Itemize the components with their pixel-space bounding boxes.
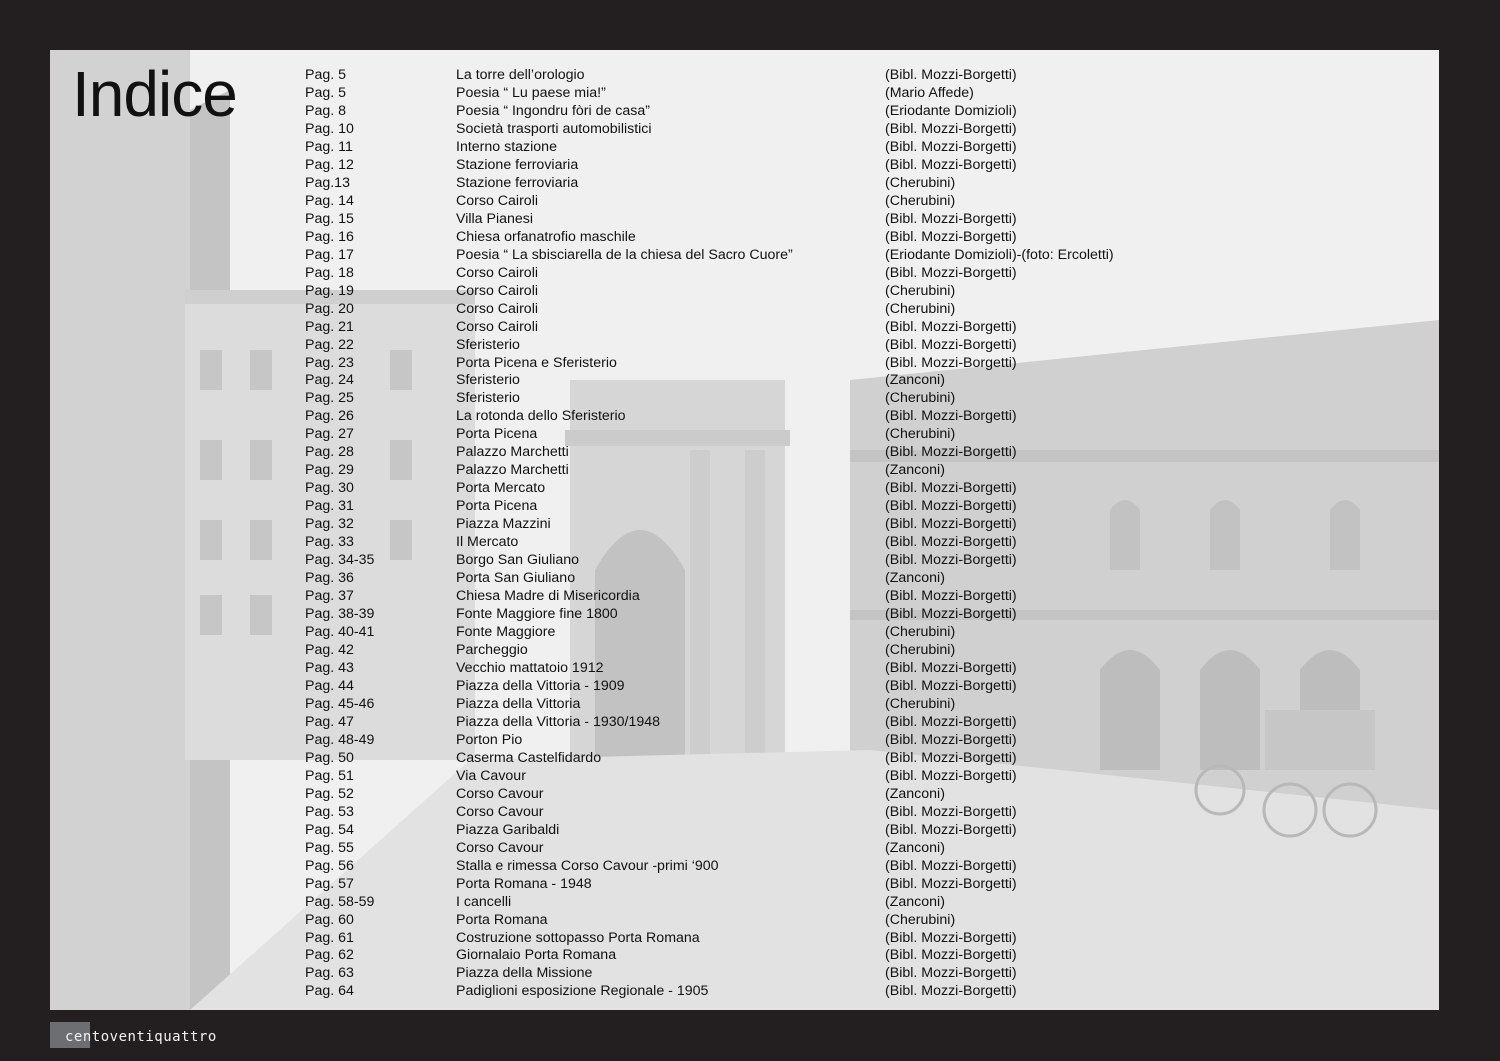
entry-page-number: Pag. 40-41 xyxy=(305,624,375,641)
entry-source: (Bibl. Mozzi-Borgetti) xyxy=(885,731,1017,748)
entry-page-number: Pag. 57 xyxy=(305,875,354,892)
entry-title: Porta Picena xyxy=(456,426,538,443)
entry-source: (Bibl. Mozzi-Borgetti) xyxy=(885,210,1017,227)
entry-title: La torre dell’orologio xyxy=(456,67,585,83)
entry-title: Porton Pio xyxy=(456,731,523,748)
page-title: Indice xyxy=(72,58,237,130)
faded-street-photo-background xyxy=(50,50,1439,1010)
entry-title: Sferisterio xyxy=(456,390,520,407)
entry-title: Il Mercato xyxy=(456,534,519,551)
entry-title: Caserma Castelfidardo xyxy=(456,749,602,766)
entry-source: (Cherubini) xyxy=(885,426,956,443)
entry-title: Stazione ferroviaria xyxy=(456,174,579,191)
entry-source: (Bibl. Mozzi-Borgetti) xyxy=(885,264,1017,281)
entry-page-number: Pag. 60 xyxy=(305,911,354,928)
entry-source: (Zanconi) xyxy=(885,570,945,587)
entry-title: Porta Mercato xyxy=(456,480,546,497)
entry-source: (Cherubini) xyxy=(885,174,956,191)
entry-title: Costruzione sottopasso Porta Romana xyxy=(456,929,700,946)
entry-source: (Bibl. Mozzi-Borgetti) xyxy=(885,606,1017,623)
entry-title: Società trasporti automobilistici xyxy=(456,120,652,137)
entry-title: Piazza della Missione xyxy=(456,965,593,982)
entry-title: Giornalaio Porta Romana xyxy=(456,947,617,964)
entry-title: Porta Picena e Sferisterio xyxy=(456,354,617,371)
entry-page-number: Pag. 64 xyxy=(305,983,354,1000)
entry-page-number: Pag. 34-35 xyxy=(305,552,375,569)
entry-title: La rotonda dello Sferisterio xyxy=(456,408,626,425)
entry-source: (Cherubini) xyxy=(885,695,956,712)
entry-page-number: Pag. 23 xyxy=(305,354,354,371)
entry-title: Interno stazione xyxy=(456,138,557,155)
entry-page-number: Pag. 54 xyxy=(305,821,354,838)
entry-page-number: Pag. 37 xyxy=(305,588,354,605)
entry-page-number: Pag.13 xyxy=(305,174,350,191)
entry-page-number: Pag. 43 xyxy=(305,659,354,676)
entry-title: Piazza Garibaldi xyxy=(456,821,560,838)
entry-title: Parcheggio xyxy=(456,642,528,658)
entry-page-number: Pag. 29 xyxy=(305,462,354,479)
entry-source: (Bibl. Mozzi-Borgetti) xyxy=(885,821,1017,838)
entry-page-number: Pag. 42 xyxy=(305,642,354,658)
entry-title: Palazzo Marchetti xyxy=(456,462,569,479)
entry-source: (Bibl. Mozzi-Borgetti) xyxy=(885,354,1017,371)
entry-source: (Bibl. Mozzi-Borgetti) xyxy=(885,875,1017,892)
entry-source: (Zanconi) xyxy=(885,893,945,910)
entry-title: Padiglioni esposizione Regionale - 1905 xyxy=(456,983,709,1000)
entry-source: (Bibl. Mozzi-Borgetti) xyxy=(885,480,1017,497)
entry-title: Porta Romana xyxy=(456,911,548,928)
entry-source: (Bibl. Mozzi-Borgetti) xyxy=(885,516,1017,533)
entry-title: Vecchio mattatoio 1912 xyxy=(456,659,604,676)
entry-source: (Cherubini) xyxy=(885,624,956,641)
entry-page-number: Pag. 55 xyxy=(305,839,354,856)
page-number-words: centoventiquattro xyxy=(65,1029,217,1045)
entry-title: Villa Pianesi xyxy=(456,210,534,227)
entry-page-number: Pag. 12 xyxy=(305,156,354,173)
entry-source: (Bibl. Mozzi-Borgetti) xyxy=(885,444,1017,461)
entry-page-number: Pag. 16 xyxy=(305,228,354,245)
entry-title: Sferisterio xyxy=(456,336,520,353)
entry-title: Corso Cairoli xyxy=(456,264,538,281)
entry-page-number: Pag. 27 xyxy=(305,426,354,443)
entry-source: (Cherubini) xyxy=(885,300,956,317)
entry-page-number: Pag. 47 xyxy=(305,713,354,730)
entry-title: Piazza della Vittoria xyxy=(456,695,581,712)
entry-page-number: Pag. 48-49 xyxy=(305,731,375,748)
entry-page-number: Pag. 22 xyxy=(305,336,354,353)
entry-title: Corso Cairoli xyxy=(456,318,538,335)
entry-page-number: Pag. 50 xyxy=(305,749,354,766)
entry-title: Porta San Giuliano xyxy=(456,570,576,587)
entry-title: Chiesa Madre di Misericordia xyxy=(456,588,640,605)
entry-title: Corso Cairoli xyxy=(456,282,538,299)
entry-source: (Bibl. Mozzi-Borgetti) xyxy=(885,408,1017,425)
entry-source: (Bibl. Mozzi-Borgetti) xyxy=(885,677,1017,694)
entry-source: (Bibl. Mozzi-Borgetti) xyxy=(885,336,1017,353)
entry-title: I cancelli xyxy=(456,893,512,910)
entry-page-number: Pag. 51 xyxy=(305,767,354,784)
entry-page-number: Pag. 15 xyxy=(305,210,354,227)
entry-source: (Eriodante Domizioli)-(foto: Ercoletti) xyxy=(885,246,1114,263)
entry-source: (Bibl. Mozzi-Borgetti) xyxy=(885,983,1017,1000)
entry-title: Corso Cairoli xyxy=(456,300,538,317)
entry-page-number: Pag. 45-46 xyxy=(305,695,375,712)
entry-page-number: Pag. 26 xyxy=(305,408,354,425)
entry-source: (Bibl. Mozzi-Borgetti) xyxy=(885,947,1017,964)
entry-title: Palazzo Marchetti xyxy=(456,444,569,461)
entry-title: Sferisterio xyxy=(456,372,520,389)
entry-page-number: Pag. 14 xyxy=(305,192,354,209)
entry-title: Via Cavour xyxy=(456,767,526,784)
entry-page-number: Pag. 25 xyxy=(305,390,354,407)
entry-page-number: Pag. 61 xyxy=(305,929,354,946)
entry-source: (Bibl. Mozzi-Borgetti) xyxy=(885,318,1017,335)
entry-page-number: Pag. 31 xyxy=(305,498,354,515)
entry-title: Piazza della Vittoria - 1930/1948 xyxy=(456,713,661,730)
entry-page-number: Pag. 18 xyxy=(305,264,354,281)
entry-source: (Bibl. Mozzi-Borgetti) xyxy=(885,588,1017,605)
entry-source: (Bibl. Mozzi-Borgetti) xyxy=(885,929,1017,946)
entry-source: (Bibl. Mozzi-Borgetti) xyxy=(885,965,1017,982)
entry-page-number: Pag. 24 xyxy=(305,372,354,389)
entry-title: Poesia “ Lu paese mia!” xyxy=(456,84,606,101)
entry-page-number: Pag. 19 xyxy=(305,282,354,299)
entry-source: (Bibl. Mozzi-Borgetti) xyxy=(885,803,1017,820)
entry-source: (Cherubini) xyxy=(885,911,956,928)
entry-source: (Mario Affede) xyxy=(885,84,974,101)
entry-title: Poesia “ Ingondru fòri de casa” xyxy=(456,102,651,119)
entry-page-number: Pag. 28 xyxy=(305,444,354,461)
entry-title: Corso Cavour xyxy=(456,803,544,820)
entry-page-number: Pag. 53 xyxy=(305,803,354,820)
entry-source: (Cherubini) xyxy=(885,282,956,299)
entry-page-number: Pag. 5 xyxy=(305,67,347,83)
entry-title: Fonte Maggiore fine 1800 xyxy=(456,606,618,623)
entry-source: (Bibl. Mozzi-Borgetti) xyxy=(885,749,1017,766)
entry-page-number: Pag. 11 xyxy=(305,138,353,155)
entry-page-number: Pag. 52 xyxy=(305,785,354,802)
entry-source: (Bibl. Mozzi-Borgetti) xyxy=(885,228,1017,245)
entry-title: Borgo San Giuliano xyxy=(456,552,580,569)
entry-page-number: Pag. 38-39 xyxy=(305,606,375,623)
entry-source: (Bibl. Mozzi-Borgetti) xyxy=(885,138,1017,155)
entry-source: (Bibl. Mozzi-Borgetti) xyxy=(885,534,1017,551)
entry-title: Poesia “ La sbisciarella de la chiesa del Sacro Cuore” xyxy=(456,246,793,263)
entry-title: Piazza Mazzini xyxy=(456,516,551,533)
entry-page-number: Pag. 5 xyxy=(305,84,347,101)
entry-title: Porta Romana - 1948 xyxy=(456,875,592,892)
entry-page-number: Pag. 36 xyxy=(305,570,354,587)
entry-source: (Bibl. Mozzi-Borgetti) xyxy=(885,498,1017,515)
entry-title: Stalla e rimessa Corso Cavour -primi ‘900 xyxy=(456,857,719,874)
entry-source: (Zanconi) xyxy=(885,462,945,479)
entry-source: (Zanconi) xyxy=(885,372,945,389)
entry-source: (Cherubini) xyxy=(885,642,956,658)
entry-source: (Eriodante Domizioli) xyxy=(885,102,1017,119)
entry-page-number: Pag. 21 xyxy=(305,318,354,335)
entry-page-number: Pag. 44 xyxy=(305,677,354,694)
entry-page-number: Pag. 33 xyxy=(305,534,354,551)
entry-source: (Bibl. Mozzi-Borgetti) xyxy=(885,857,1017,874)
entry-page-number: Pag. 17 xyxy=(305,246,354,263)
entry-source: (Bibl. Mozzi-Borgetti) xyxy=(885,156,1017,173)
entry-page-number: Pag. 58-59 xyxy=(305,893,375,910)
entry-page-number: Pag. 32 xyxy=(305,516,354,533)
entry-source: (Bibl. Mozzi-Borgetti) xyxy=(885,767,1017,784)
entry-source: (Cherubini) xyxy=(885,390,956,407)
entry-title: Corso Cairoli xyxy=(456,192,538,209)
entry-source: (Bibl. Mozzi-Borgetti) xyxy=(885,120,1017,137)
entry-title: Corso Cavour xyxy=(456,839,544,856)
page-footer xyxy=(50,1022,1439,1048)
entry-page-number: Pag. 30 xyxy=(305,480,354,497)
entry-source: (Zanconi) xyxy=(885,839,945,856)
entry-page-number: Pag. 63 xyxy=(305,965,354,982)
entry-page-number: Pag. 56 xyxy=(305,857,354,874)
entry-title: Chiesa orfanatrofio maschile xyxy=(456,228,636,245)
entry-source: (Zanconi) xyxy=(885,785,945,802)
entry-source: (Cherubini) xyxy=(885,192,956,209)
entry-source: (Bibl. Mozzi-Borgetti) xyxy=(885,552,1017,569)
entry-page-number: Pag. 62 xyxy=(305,947,354,964)
entry-source: (Bibl. Mozzi-Borgetti) xyxy=(885,713,1017,730)
entry-title: Corso Cavour xyxy=(456,785,544,802)
index-page-panel xyxy=(50,50,1439,1010)
entry-source: (Bibl. Mozzi-Borgetti) xyxy=(885,67,1017,83)
entry-title: Stazione ferroviaria xyxy=(456,156,579,173)
entry-title: Fonte Maggiore xyxy=(456,624,556,641)
entry-source: (Bibl. Mozzi-Borgetti) xyxy=(885,659,1017,676)
entry-page-number: Pag. 8 xyxy=(305,102,347,119)
entry-title: Porta Picena xyxy=(456,498,538,515)
entry-page-number: Pag. 20 xyxy=(305,300,354,317)
entry-page-number: Pag. 10 xyxy=(305,120,354,137)
entry-title: Piazza della Vittoria - 1909 xyxy=(456,677,625,694)
